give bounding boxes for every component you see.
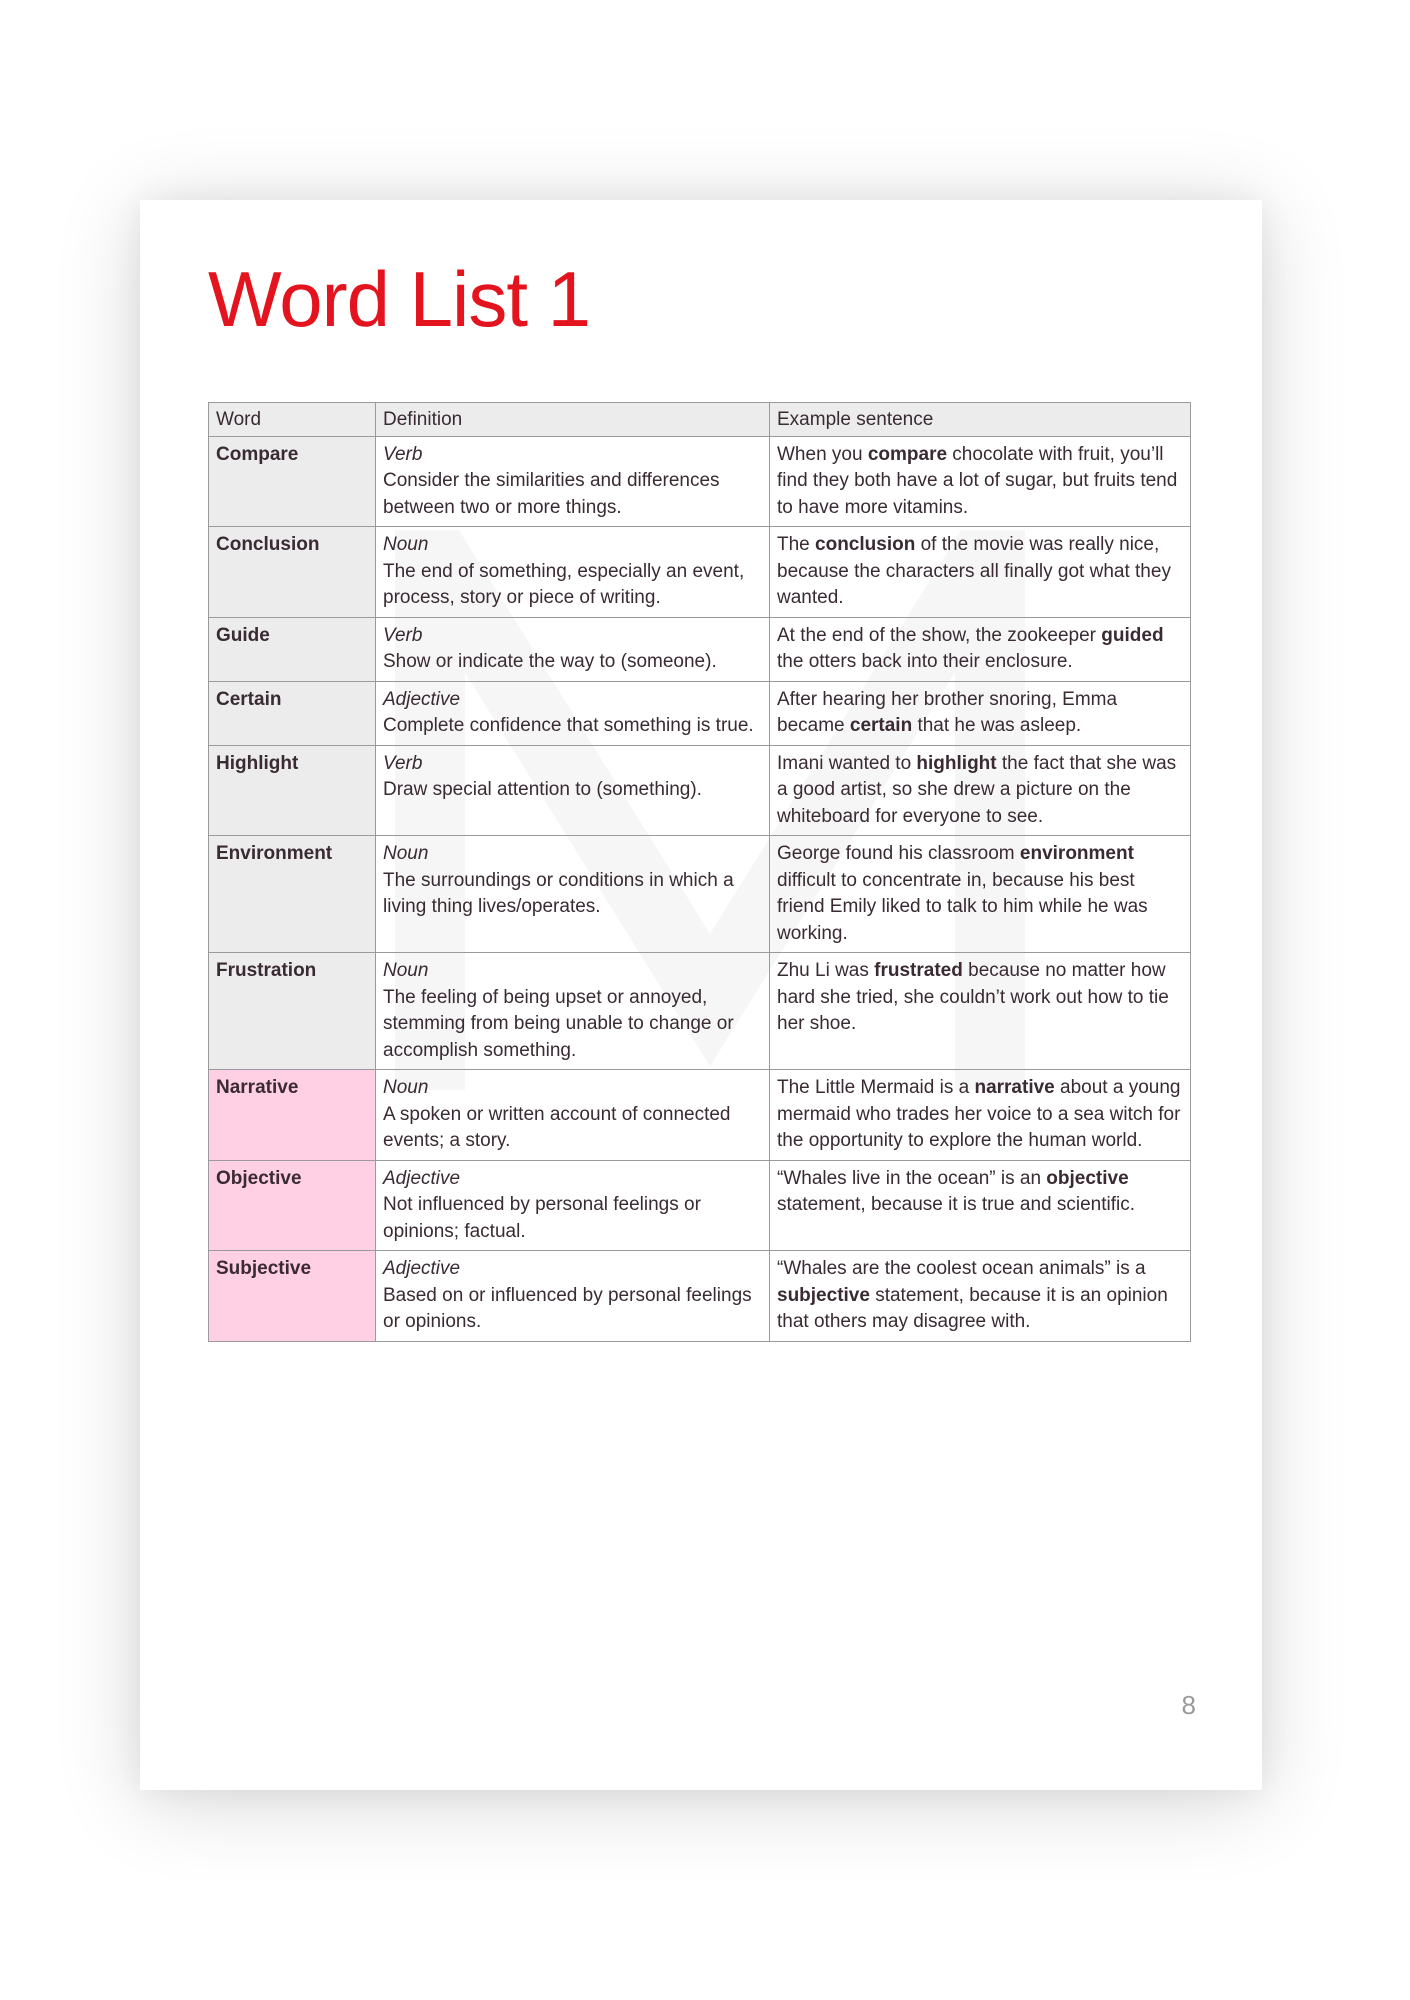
- header-definition: Definition: [376, 403, 770, 437]
- definition-text: The feeling of being upset or annoyed, stemming from being unable to change or accomplish something.: [383, 986, 734, 1061]
- table-row: [209, 617, 1191, 681]
- example-keyword: guided: [1101, 624, 1164, 646]
- definition-text: Consider the similarities and differences between two or more things.: [383, 470, 720, 518]
- table-row: [209, 527, 1191, 618]
- table-row: [209, 836, 1191, 953]
- example-sentence-cell: [770, 836, 1191, 953]
- example-keyword: conclusion: [815, 534, 916, 555]
- example-keyword: narrative: [974, 1077, 1055, 1098]
- table-row: [209, 1160, 1191, 1251]
- example-text-after: statement, because it is true and scientific.: [777, 1194, 1136, 1215]
- example-text-after: that he was asleep.: [912, 715, 1082, 736]
- example-text-before: The Little Mermaid is a: [777, 1077, 975, 1098]
- example-text-after: statement, because it is an opinion that others may disagree with.: [777, 1284, 1168, 1332]
- example-sentence-cell: [770, 953, 1191, 1070]
- definition-cell: [376, 617, 770, 681]
- word-cell: Conclusion: [209, 527, 376, 618]
- example-sentence-cell: [770, 1251, 1191, 1342]
- definition-cell: [376, 836, 770, 953]
- word-cell: Compare: [209, 436, 376, 527]
- example-sentence-cell: [770, 617, 1191, 681]
- definition-text: Based on or influenced by personal feelings or opinions.: [383, 1284, 752, 1332]
- example-text-before: Zhu Li was: [777, 960, 875, 981]
- table-header-row: [209, 403, 1191, 437]
- page-title: Word List 1: [208, 255, 591, 343]
- table-row: [209, 1070, 1191, 1161]
- example-text-after: because no matter how hard she tried, she couldn’t work out how to tie her shoe.: [777, 960, 1169, 1034]
- definition-cell: [376, 953, 770, 1070]
- example-sentence-cell: [770, 1160, 1191, 1251]
- header-example-sentence: Example sentence: [770, 403, 1191, 437]
- table-body: [209, 436, 1191, 1341]
- example-text-before: The: [777, 534, 816, 555]
- part-of-speech: Noun: [383, 534, 429, 555]
- example-text-after: the otters back into their enclosure.: [777, 651, 1073, 672]
- part-of-speech: Adjective: [383, 688, 461, 710]
- example-sentence-cell: [770, 436, 1191, 527]
- example-text-before: At the end of the show, the zookeeper: [777, 624, 1102, 646]
- example-keyword: objective: [1046, 1167, 1129, 1189]
- definition-cell: [376, 1251, 770, 1342]
- table-row: [209, 436, 1191, 527]
- example-text-before: Imani wanted to: [777, 752, 917, 774]
- example-keyword: frustrated: [874, 960, 963, 981]
- part-of-speech: Adjective: [383, 1167, 461, 1189]
- example-text-after: the fact that she was a good artist, so she drew a picture on the whiteboard for everyone to see.: [777, 752, 1177, 827]
- header-word: Word: [209, 403, 376, 437]
- definition-cell: [376, 436, 770, 527]
- page-number: 8: [1181, 1690, 1196, 1720]
- example-sentence-cell: [770, 745, 1191, 836]
- example-keyword: environment: [1019, 843, 1134, 864]
- example-keyword: highlight: [916, 752, 997, 774]
- part-of-speech: Adjective: [383, 1258, 461, 1279]
- table-row: [209, 745, 1191, 836]
- definition-cell: [376, 1160, 770, 1251]
- part-of-speech: Noun: [383, 960, 429, 981]
- part-of-speech: Verb: [383, 752, 423, 774]
- word-cell: Narrative: [209, 1070, 376, 1161]
- word-cell: Highlight: [209, 745, 376, 836]
- definition-text: The end of something, especially an event, process, story or piece of writing.: [383, 560, 745, 608]
- table-row: [209, 1251, 1191, 1342]
- example-sentence-cell: [770, 681, 1191, 745]
- definition-text: Complete confidence that something is true.: [383, 715, 754, 736]
- example-text-after: chocolate with fruit, you’ll find they both have a lot of sugar, but fruits tend to have more vitamins.: [777, 443, 1178, 518]
- word-cell: Certain: [209, 681, 376, 745]
- part-of-speech: Noun: [383, 1077, 429, 1098]
- example-text-after: about a young mermaid who trades her voice to a sea witch for the opportunity to explore the human world.: [777, 1077, 1181, 1151]
- example-text-after: of the movie was really nice, because the characters all finally got what they wanted.: [777, 534, 1171, 608]
- word-list-table: [208, 402, 1191, 1342]
- definition-cell: [376, 1070, 770, 1161]
- part-of-speech: Noun: [383, 843, 429, 864]
- part-of-speech: Verb: [383, 624, 423, 646]
- example-text-before: After hearing her brother snoring, Emma became: [777, 688, 1118, 736]
- document-page: [140, 200, 1262, 1790]
- word-cell: Subjective: [209, 1251, 376, 1342]
- example-text-before: “Whales live in the ocean” is an: [777, 1167, 1047, 1189]
- word-cell: Environment: [209, 836, 376, 953]
- example-text-before: George found his classroom: [777, 843, 1020, 864]
- example-text-after: difficult to concentrate in, because his best friend Emily liked to talk to him while he was working.: [777, 869, 1148, 944]
- definition-text: The surroundings or conditions in which a living thing lives/operates.: [383, 869, 734, 917]
- definition-cell: [376, 527, 770, 618]
- definition-cell: [376, 681, 770, 745]
- definition-cell: [376, 745, 770, 836]
- definition-text: Draw special attention to (something).: [383, 779, 702, 800]
- example-keyword: certain: [849, 715, 913, 736]
- example-text-before: When you: [777, 443, 868, 465]
- definition-text: Show or indicate the way to (someone).: [383, 651, 717, 672]
- word-cell: Guide: [209, 617, 376, 681]
- definition-text: Not influenced by personal feelings or opinions; factual.: [383, 1194, 701, 1242]
- example-keyword: compare: [867, 443, 948, 465]
- word-cell: Frustration: [209, 953, 376, 1070]
- word-cell: Objective: [209, 1160, 376, 1251]
- example-sentence-cell: [770, 527, 1191, 618]
- example-text-before: “Whales are the coolest ocean animals” is a: [777, 1258, 1146, 1279]
- table-row: [209, 953, 1191, 1070]
- example-sentence-cell: [770, 1070, 1191, 1161]
- table-row: [209, 681, 1191, 745]
- part-of-speech: Verb: [383, 443, 423, 465]
- definition-text: A spoken or written account of connected events; a story.: [383, 1103, 731, 1151]
- example-keyword: subjective: [777, 1284, 870, 1306]
